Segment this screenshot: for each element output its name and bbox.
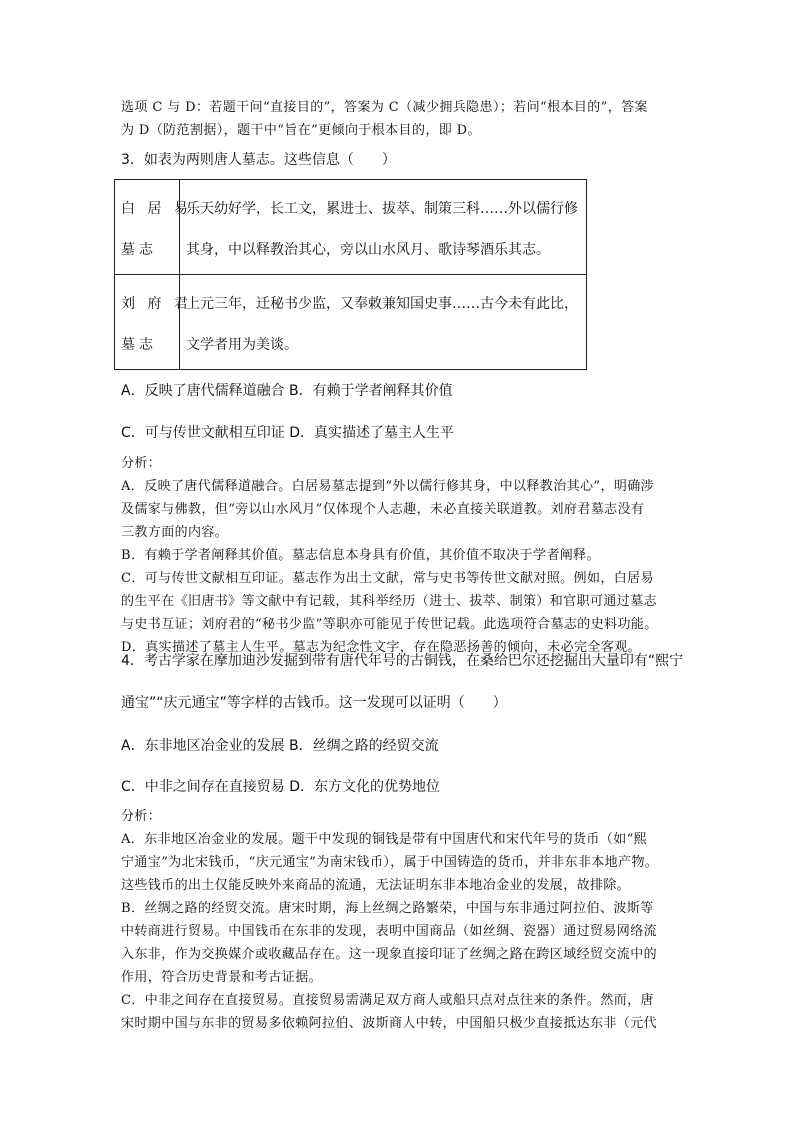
analysis-line: A．东非地区冶金业的发展。题干中发现的铜钱是带有中国唐代和宋代年号的货币（如“熙 [121,832,648,847]
q3-stem: 3．如表为两则唐人墓志。这些信息（ ） [121,152,396,168]
table-label-line: 墓志 [121,337,157,353]
table-label-line: 刘 府 君 [121,296,192,312]
table-label-line: 墓志 [121,242,157,258]
analysis-line: 及儒家与佛教，但“旁以山水风月”仅体现个人志趣，未必直接关联道教。刘府君墓志没有 [121,502,645,517]
table-row [115,275,587,370]
table-label-line: 白 居 易 [121,201,192,217]
table-content-cell [180,275,587,370]
analysis-line: 与史书互证；刘府君的“秘书少监”等职亦可能见于传世记载。此选项符合墓志的史料功能。 [121,617,658,632]
q4-stem-line: 4．考古学家在摩加迪沙发掘到带有唐代年号的古铜钱，在桑给巴尔还挖掘出大量印有“熙宁 [121,653,684,669]
table-content-line: 其身，中以释教治其心，旁以山水风月、歌诗琴酒乐其志。 [186,242,550,258]
table-content-line: 文学者用为美谈。 [186,337,298,353]
table-content-line: 上元三年，迁秘书少监，又奉敕兼知国史事……古今未有此比， [186,296,578,312]
analysis-line: 的生平在《旧唐书》等文献中有记载，其科举经历（进士、拔萃、制策）和官职可通过墓志 [121,594,658,609]
q4-option-ab: A．东非地区冶金业的发展 B．丝绸之路的经贸交流 [121,738,439,754]
analysis-line: C．可与传世文献相互印证。墓志作为出土文献，常与史书等传世文献对照。例如，白居易 [121,571,654,586]
analysis-line: B．有赖于学者阐释其价值。墓志信息本身具有价值，其价值不取决于学者阐释。 [121,548,600,563]
analysis-line: D．真实描述了墓主人生平。墓志为纪念性文字，存在隐恶扬善的倾向，未必完全客观。 [121,640,642,655]
q3-analysis [121,452,676,659]
q4-analysis [121,805,676,1035]
table-content-cell [180,180,587,275]
analysis-line: B．丝绸之路的经贸交流。唐宋时期，海上丝绸之路繁荣，中国与东非通过阿拉伯、波斯等 [121,901,654,916]
table-label-cell [115,275,192,370]
analysis-line: 这些钱币的出土仅能反映外来商品的流通，无法证明东非本地冶金业的发展，故排除。 [121,878,631,893]
analysis-line: 宋时期中国与东非的贸易多依赖阿拉伯、波斯商人中转，中国船只极少直接抵达东非（元代 [121,1016,658,1031]
analysis-line: 中转商进行贸易。中国钱币在东非的发现，表明中国商品（如丝绸、瓷器）通过贸易网络流 [121,924,658,939]
table-row [115,180,587,275]
analysis-title: 分析： [121,456,162,471]
analysis-line: 选项 C 与 D：若题干问“直接目的”，答案为 C（减少拥兵隐患）；若问“根本目的”，答案 [121,100,648,115]
q3-option-ab: A．反映了唐代儒释道融合 B．有赖于学者阐释其价值 [121,383,453,399]
prev-analysis [121,96,676,142]
epitaph-table [114,179,587,370]
q3-option-cd: C．可与传世文献相互印证 D．真实描述了墓主人生平 [121,425,455,441]
analysis-line: 作用，符合历史背景和考古证据。 [121,970,323,985]
analysis-line: 为 D（防范割据），题干中“旨在”更倾向于根本目的，即 D。 [121,123,481,138]
table-content-line: 乐天幼好学，长工文，累进士、拔萃、制策三科……外以儒行修 [186,201,578,217]
analysis-title: 分析： [121,809,162,824]
table-label-cell [115,180,192,275]
q4-stem-line: 通宝”“庆元通宝”等字样的古钱币。这一发现可以证明（ ） [121,695,507,711]
q4-option-cd: C．中非之间存在直接贸易 D．东方文化的优势地位 [121,779,441,795]
analysis-line: C．中非之间存在直接贸易。直接贸易需满足双方商人或船只点对点往来的条件。然而，唐 [121,993,654,1008]
analysis-line: 宁通宝”为北宋钱币，“庆元通宝”为南宋钱币），属于中国铸造的货币，并非东非本地产物。 [121,855,659,870]
analysis-line: 三教方面的内容。 [121,525,229,540]
analysis-line: A．反映了唐代儒释道融合。白居易墓志提到“外以儒行修其身，中以释教治其心”，明确涉 [121,479,655,494]
analysis-line: 入东非，作为交换媒介或收藏品存在。这一现象直接印证了丝绸之路在跨区域经贸交流中的 [121,947,658,962]
